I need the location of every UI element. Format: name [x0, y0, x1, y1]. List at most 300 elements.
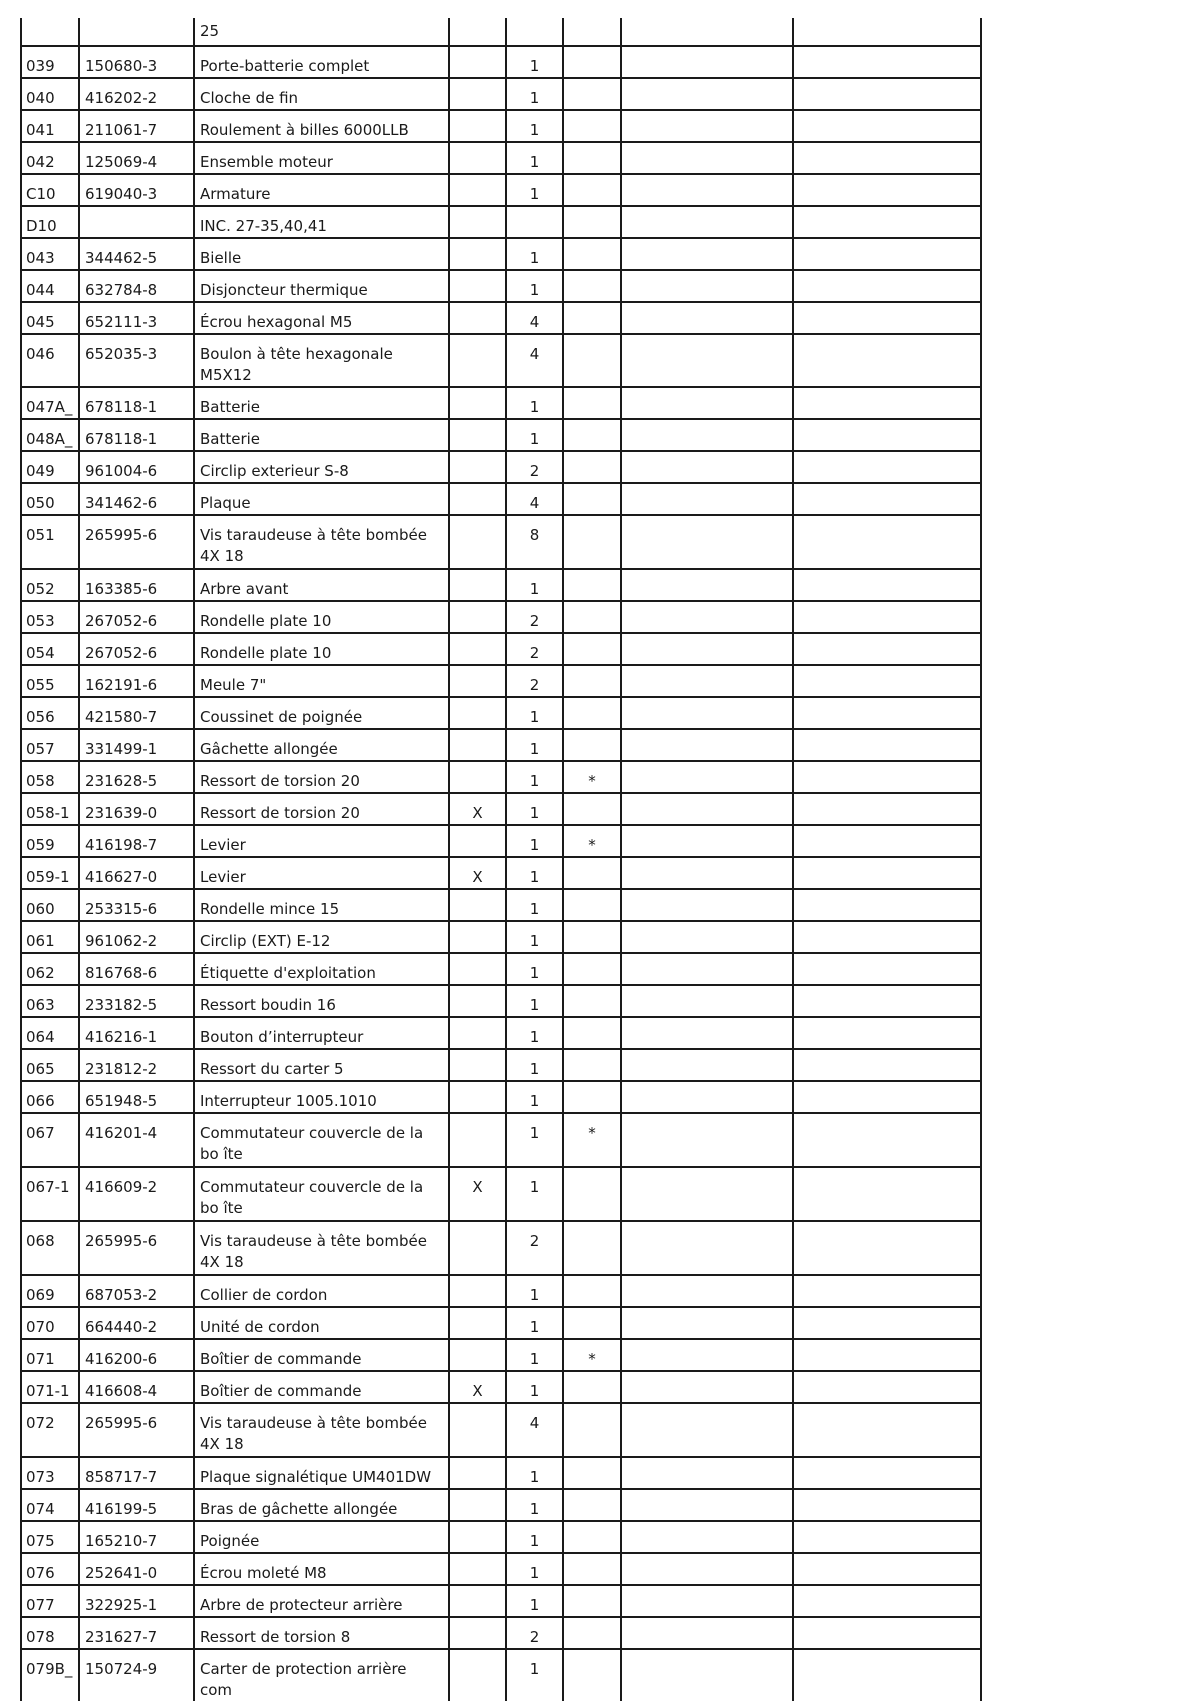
option-cell	[449, 569, 506, 601]
part-number-cell: 416198-7	[79, 825, 194, 857]
part-number-cell: 416201-4	[79, 1113, 194, 1167]
description-cell: Interrupteur 1005.1010	[194, 1081, 449, 1113]
table-row	[21, 761, 981, 793]
description-cell: Vis taraudeuse à tête bombée 4X 18	[194, 1403, 449, 1457]
description-cell: Boulon à tête hexagonale M5X12	[194, 334, 449, 387]
part-number-cell: 421580-7	[79, 697, 194, 729]
option-cell: X	[449, 1167, 506, 1221]
blank-cell	[621, 387, 793, 419]
description-cell: Ensemble moteur	[194, 142, 449, 174]
item-number-cell: 052	[21, 569, 79, 601]
blank-cell	[793, 270, 981, 302]
blank-cell	[621, 633, 793, 665]
blank-cell	[621, 110, 793, 142]
option-cell	[449, 761, 506, 793]
part-number-cell: 416202-2	[79, 78, 194, 110]
note-mark-cell	[563, 1307, 621, 1339]
part-number-cell: 331499-1	[79, 729, 194, 761]
note-mark-cell	[563, 1521, 621, 1553]
item-number-cell: 050	[21, 483, 79, 515]
description-cell: Armature	[194, 174, 449, 206]
blank-cell	[621, 761, 793, 793]
blank-cell	[621, 857, 793, 889]
description-cell: Écrou hexagonal M5	[194, 302, 449, 334]
quantity-cell: 1	[506, 1553, 563, 1585]
table-row	[21, 601, 981, 633]
blank-cell	[621, 302, 793, 334]
blank-cell	[793, 953, 981, 985]
blank-cell	[793, 985, 981, 1017]
note-mark-cell	[563, 1167, 621, 1221]
item-number-cell: 066	[21, 1081, 79, 1113]
option-cell: X	[449, 1371, 506, 1403]
option-cell	[449, 1521, 506, 1553]
option-cell	[449, 483, 506, 515]
blank-cell	[793, 1221, 981, 1275]
note-mark-cell	[563, 18, 621, 46]
blank-cell	[793, 633, 981, 665]
option-cell	[449, 1113, 506, 1167]
option-cell	[449, 110, 506, 142]
note-mark-cell	[563, 1457, 621, 1489]
table-row	[21, 142, 981, 174]
part-number-cell: 664440-2	[79, 1307, 194, 1339]
table-row	[21, 857, 981, 889]
table-row	[21, 334, 981, 387]
item-number-cell: 073	[21, 1457, 79, 1489]
note-mark-cell	[563, 1617, 621, 1649]
item-number-cell: 072	[21, 1403, 79, 1457]
blank-cell	[621, 1457, 793, 1489]
quantity-cell: 1	[506, 387, 563, 419]
blank-cell	[621, 1649, 793, 1701]
part-number-cell: 619040-3	[79, 174, 194, 206]
description-cell: Vis taraudeuse à tête bombée 4X 18	[194, 1221, 449, 1275]
table-row	[21, 1585, 981, 1617]
quantity-cell	[506, 18, 563, 46]
item-number-cell: 051	[21, 515, 79, 569]
blank-cell	[621, 451, 793, 483]
blank-cell	[793, 1521, 981, 1553]
description-cell: Rondelle plate 10	[194, 633, 449, 665]
option-cell	[449, 729, 506, 761]
table-row	[21, 1403, 981, 1457]
part-number-cell: 416627-0	[79, 857, 194, 889]
blank-cell	[793, 1371, 981, 1403]
item-number-cell: 074	[21, 1489, 79, 1521]
part-number-cell: 233182-5	[79, 985, 194, 1017]
note-mark-cell	[563, 142, 621, 174]
part-number-cell: 678118-1	[79, 419, 194, 451]
option-cell: X	[449, 857, 506, 889]
table-row	[21, 1081, 981, 1113]
item-number-cell: 067	[21, 1113, 79, 1167]
item-number-cell: 047A_	[21, 387, 79, 419]
table-row	[21, 78, 981, 110]
description-cell: Boîtier de commande	[194, 1339, 449, 1371]
description-cell: Étiquette d'exploitation	[194, 953, 449, 985]
description-cell: Arbre de protecteur arrière	[194, 1585, 449, 1617]
part-number-cell	[79, 18, 194, 46]
blank-cell	[793, 793, 981, 825]
blank-cell	[793, 1617, 981, 1649]
part-number-cell: 231628-5	[79, 761, 194, 793]
description-cell: Coussinet de poignée	[194, 697, 449, 729]
note-mark-cell	[563, 985, 621, 1017]
item-number-cell: 070	[21, 1307, 79, 1339]
quantity-cell: 1	[506, 857, 563, 889]
table-row	[21, 174, 981, 206]
part-number-cell: 165210-7	[79, 1521, 194, 1553]
table-row	[21, 1371, 981, 1403]
quantity-cell: 2	[506, 1617, 563, 1649]
blank-cell	[621, 601, 793, 633]
table-row	[21, 46, 981, 78]
quantity-cell: 1	[506, 697, 563, 729]
quantity-cell: 2	[506, 665, 563, 697]
table-row	[21, 665, 981, 697]
table-row	[21, 483, 981, 515]
item-number-cell: 042	[21, 142, 79, 174]
note-mark-cell	[563, 174, 621, 206]
option-cell	[449, 270, 506, 302]
item-number-cell: 039	[21, 46, 79, 78]
item-number-cell: 055	[21, 665, 79, 697]
part-number-cell: 341462-6	[79, 483, 194, 515]
quantity-cell: 1	[506, 78, 563, 110]
blank-cell	[621, 889, 793, 921]
part-number-cell: 961062-2	[79, 921, 194, 953]
quantity-cell: 4	[506, 1403, 563, 1457]
blank-cell	[621, 921, 793, 953]
note-mark-cell	[563, 601, 621, 633]
blank-cell	[621, 1585, 793, 1617]
note-mark-cell	[563, 1275, 621, 1307]
item-number-cell: 079B_	[21, 1649, 79, 1701]
parts-table-body	[21, 18, 981, 1701]
table-row	[21, 729, 981, 761]
part-number-cell: 961004-6	[79, 451, 194, 483]
item-number-cell: 053	[21, 601, 79, 633]
blank-cell	[793, 1489, 981, 1521]
part-number-cell: 652035-3	[79, 334, 194, 387]
part-number-cell: 211061-7	[79, 110, 194, 142]
description-cell: Porte-batterie complet	[194, 46, 449, 78]
blank-cell	[621, 1371, 793, 1403]
note-mark-cell	[563, 1221, 621, 1275]
blank-cell	[793, 761, 981, 793]
blank-cell	[793, 334, 981, 387]
option-cell	[449, 697, 506, 729]
part-number-cell: 163385-6	[79, 569, 194, 601]
blank-cell	[621, 1221, 793, 1275]
quantity-cell: 2	[506, 633, 563, 665]
description-cell: Cloche de fin	[194, 78, 449, 110]
quantity-cell: 1	[506, 1339, 563, 1371]
note-mark-cell	[563, 697, 621, 729]
blank-cell	[793, 729, 981, 761]
note-mark-cell	[563, 1081, 621, 1113]
blank-cell	[793, 1457, 981, 1489]
note-mark-cell	[563, 665, 621, 697]
option-cell	[449, 601, 506, 633]
option-cell	[449, 921, 506, 953]
description-cell: Plaque	[194, 483, 449, 515]
option-cell	[449, 1403, 506, 1457]
blank-cell	[621, 1403, 793, 1457]
option-cell	[449, 302, 506, 334]
item-number-cell: 078	[21, 1617, 79, 1649]
blank-cell	[621, 419, 793, 451]
blank-cell	[621, 1049, 793, 1081]
option-cell	[449, 1275, 506, 1307]
part-number-cell: 344462-5	[79, 238, 194, 270]
option-cell	[449, 419, 506, 451]
item-number-cell: 059-1	[21, 857, 79, 889]
option-cell	[449, 451, 506, 483]
part-number-cell: 265995-6	[79, 1221, 194, 1275]
item-number-cell: 067-1	[21, 1167, 79, 1221]
description-cell: Écrou moleté M8	[194, 1553, 449, 1585]
table-row	[21, 419, 981, 451]
quantity-cell: 1	[506, 761, 563, 793]
item-number-cell: 065	[21, 1049, 79, 1081]
blank-cell	[621, 1017, 793, 1049]
note-mark-cell: *	[563, 825, 621, 857]
quantity-cell: 1	[506, 1049, 563, 1081]
description-cell: Arbre avant	[194, 569, 449, 601]
item-number-cell: 060	[21, 889, 79, 921]
blank-cell	[793, 1585, 981, 1617]
option-cell	[449, 18, 506, 46]
description-cell: Levier	[194, 857, 449, 889]
note-mark-cell	[563, 857, 621, 889]
part-number-cell: 858717-7	[79, 1457, 194, 1489]
note-mark-cell	[563, 334, 621, 387]
quantity-cell: 1	[506, 1275, 563, 1307]
item-number-cell: 040	[21, 78, 79, 110]
blank-cell	[621, 985, 793, 1017]
table-row	[21, 18, 981, 46]
blank-cell	[793, 1081, 981, 1113]
description-cell: Meule 7"	[194, 665, 449, 697]
note-mark-cell	[563, 1049, 621, 1081]
blank-cell	[793, 1167, 981, 1221]
table-row	[21, 1457, 981, 1489]
note-mark-cell	[563, 1649, 621, 1701]
table-row	[21, 793, 981, 825]
option-cell	[449, 1049, 506, 1081]
quantity-cell: 1	[506, 1307, 563, 1339]
part-number-cell: 162191-6	[79, 665, 194, 697]
part-number-cell: 150724-9	[79, 1649, 194, 1701]
option-cell	[449, 1017, 506, 1049]
blank-cell	[793, 110, 981, 142]
item-number-cell: 062	[21, 953, 79, 985]
blank-cell	[793, 451, 981, 483]
item-number-cell: 054	[21, 633, 79, 665]
item-number-cell: 056	[21, 697, 79, 729]
table-row	[21, 238, 981, 270]
blank-cell	[793, 1339, 981, 1371]
description-cell: Ressort de torsion 20	[194, 761, 449, 793]
description-cell: Carter de protection arrière com	[194, 1649, 449, 1701]
table-row	[21, 1221, 981, 1275]
option-cell	[449, 1307, 506, 1339]
description-cell: Ressort boudin 16	[194, 985, 449, 1017]
blank-cell	[621, 1275, 793, 1307]
note-mark-cell	[563, 569, 621, 601]
item-number-cell: 057	[21, 729, 79, 761]
blank-cell	[621, 825, 793, 857]
blank-cell	[793, 515, 981, 569]
blank-cell	[621, 1489, 793, 1521]
description-cell: Circlip exterieur S-8	[194, 451, 449, 483]
blank-cell	[793, 889, 981, 921]
description-cell: Collier de cordon	[194, 1275, 449, 1307]
quantity-cell: 1	[506, 1371, 563, 1403]
quantity-cell: 1	[506, 1585, 563, 1617]
description-cell: INC. 27-35,40,41	[194, 206, 449, 238]
table-row	[21, 387, 981, 419]
description-cell: Levier	[194, 825, 449, 857]
item-number-cell: 071-1	[21, 1371, 79, 1403]
option-cell	[449, 889, 506, 921]
blank-cell	[621, 483, 793, 515]
item-number-cell: 075	[21, 1521, 79, 1553]
table-row	[21, 451, 981, 483]
part-number-cell: 816768-6	[79, 953, 194, 985]
option-cell	[449, 1457, 506, 1489]
blank-cell	[793, 483, 981, 515]
item-number-cell: 059	[21, 825, 79, 857]
quantity-cell: 8	[506, 515, 563, 569]
note-mark-cell	[563, 302, 621, 334]
note-mark-cell	[563, 793, 621, 825]
note-mark-cell	[563, 633, 621, 665]
blank-cell	[621, 1167, 793, 1221]
blank-cell	[621, 1553, 793, 1585]
blank-cell	[793, 1649, 981, 1701]
table-row	[21, 921, 981, 953]
option-cell	[449, 1489, 506, 1521]
parts-table	[20, 18, 982, 1701]
blank-cell	[793, 1403, 981, 1457]
note-mark-cell	[563, 729, 621, 761]
quantity-cell: 1	[506, 889, 563, 921]
note-mark-cell	[563, 270, 621, 302]
blank-cell	[793, 78, 981, 110]
table-row	[21, 206, 981, 238]
blank-cell	[793, 174, 981, 206]
blank-cell	[793, 569, 981, 601]
quantity-cell: 1	[506, 110, 563, 142]
table-row	[21, 302, 981, 334]
note-mark-cell	[563, 238, 621, 270]
blank-cell	[621, 238, 793, 270]
description-cell: Bielle	[194, 238, 449, 270]
quantity-cell: 1	[506, 1017, 563, 1049]
note-mark-cell	[563, 419, 621, 451]
option-cell: X	[449, 793, 506, 825]
blank-cell	[793, 18, 981, 46]
blank-cell	[793, 1049, 981, 1081]
part-number-cell: 231639-0	[79, 793, 194, 825]
table-row	[21, 1553, 981, 1585]
part-number-cell: 125069-4	[79, 142, 194, 174]
note-mark-cell: *	[563, 761, 621, 793]
blank-cell	[621, 569, 793, 601]
blank-cell	[621, 174, 793, 206]
table-row	[21, 1167, 981, 1221]
table-row	[21, 1307, 981, 1339]
blank-cell	[621, 206, 793, 238]
blank-cell	[621, 46, 793, 78]
option-cell	[449, 1221, 506, 1275]
blank-cell	[621, 697, 793, 729]
note-mark-cell	[563, 1017, 621, 1049]
note-mark-cell	[563, 78, 621, 110]
blank-cell	[793, 1017, 981, 1049]
option-cell	[449, 985, 506, 1017]
part-number-cell: 265995-6	[79, 515, 194, 569]
blank-cell	[793, 206, 981, 238]
description-cell: Poignée	[194, 1521, 449, 1553]
quantity-cell: 2	[506, 601, 563, 633]
description-cell: Ressort du carter 5	[194, 1049, 449, 1081]
blank-cell	[793, 825, 981, 857]
blank-cell	[793, 419, 981, 451]
quantity-cell: 1	[506, 1649, 563, 1701]
part-number-cell: 416608-4	[79, 1371, 194, 1403]
item-number-cell: C10	[21, 174, 79, 206]
table-row	[21, 1649, 981, 1701]
item-number-cell: 071	[21, 1339, 79, 1371]
item-number-cell: 048A_	[21, 419, 79, 451]
blank-cell	[793, 921, 981, 953]
quantity-cell: 1	[506, 1457, 563, 1489]
description-cell: Vis taraudeuse à tête bombée 4X 18	[194, 515, 449, 569]
note-mark-cell	[563, 110, 621, 142]
option-cell	[449, 238, 506, 270]
item-number-cell: 043	[21, 238, 79, 270]
quantity-cell: 1	[506, 1521, 563, 1553]
option-cell	[449, 633, 506, 665]
description-cell: 25	[194, 18, 449, 46]
blank-cell	[793, 857, 981, 889]
part-number-cell: 687053-2	[79, 1275, 194, 1307]
quantity-cell: 1	[506, 953, 563, 985]
quantity-cell: 1	[506, 569, 563, 601]
blank-cell	[793, 1113, 981, 1167]
description-cell: Batterie	[194, 387, 449, 419]
blank-cell	[621, 1307, 793, 1339]
blank-cell	[621, 1521, 793, 1553]
blank-cell	[621, 1081, 793, 1113]
table-row	[21, 1521, 981, 1553]
part-number-cell: 416216-1	[79, 1017, 194, 1049]
part-number-cell: 267052-6	[79, 601, 194, 633]
quantity-cell: 4	[506, 483, 563, 515]
option-cell	[449, 206, 506, 238]
description-cell: Disjoncteur thermique	[194, 270, 449, 302]
option-cell	[449, 46, 506, 78]
description-cell: Ressort de torsion 20	[194, 793, 449, 825]
quantity-cell: 1	[506, 238, 563, 270]
item-number-cell: 069	[21, 1275, 79, 1307]
table-row	[21, 1049, 981, 1081]
table-row	[21, 569, 981, 601]
